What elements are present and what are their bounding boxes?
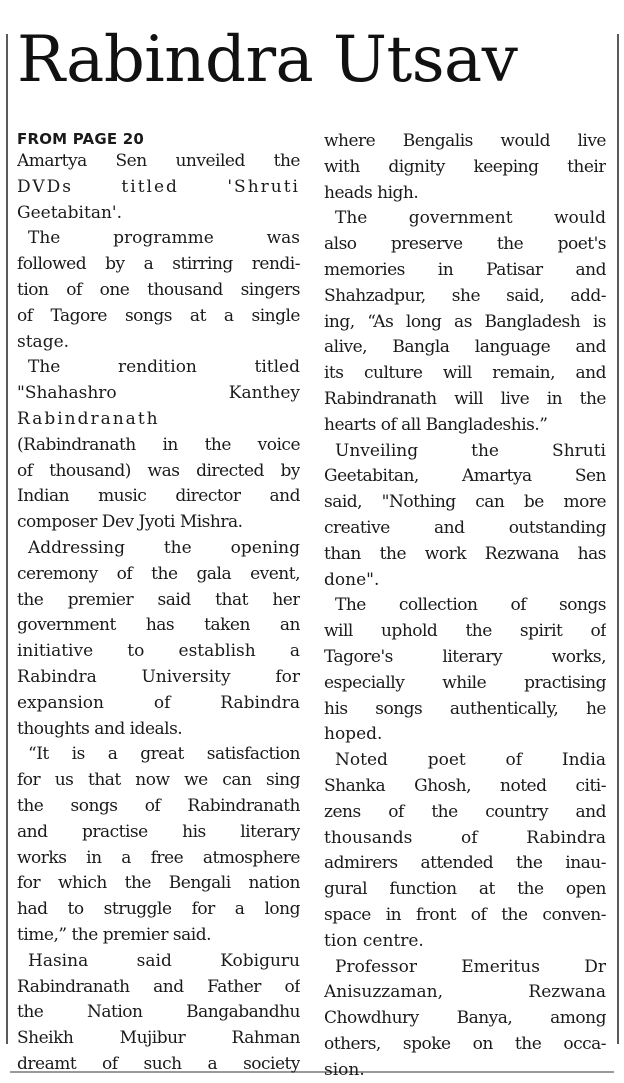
text-line: (Rabindranath in the voice — [17, 434, 300, 455]
text-line: had to struggle for a long — [17, 899, 300, 920]
text-line: of thousand) was directed by — [17, 460, 300, 481]
text-line: the songs of Rabindranath — [17, 795, 300, 816]
text-line: “It is a great satisfaction — [28, 744, 300, 765]
text-line: "Shahashro Kanthey — [17, 383, 300, 404]
text-line: creative and outstanding — [324, 517, 606, 538]
text-line: ceremony of the gala event, — [17, 563, 300, 584]
text-line: admirers attended the inau- — [324, 853, 606, 874]
text-line: composer Dev Jyoti Mishra. — [17, 512, 243, 533]
text-line: hoped. — [324, 724, 383, 745]
text-line: Amartya Sen unveiled the — [17, 151, 300, 171]
text-line: its culture will remain, and — [324, 363, 606, 384]
text-line: also preserve the poet's — [324, 234, 606, 255]
text-line: Addressing the opening — [28, 537, 300, 558]
text-line: Indian music director and — [17, 486, 300, 507]
text-line: heads high. — [324, 182, 419, 203]
text-line: Rabindranath and Father of — [17, 976, 300, 997]
text-line: for us that now we can sing — [17, 770, 300, 791]
text-line: of Tagore songs at a single — [17, 305, 300, 326]
text-line: Rabindranath — [17, 408, 160, 429]
text-line: Chowdhury Banya, among — [324, 1008, 606, 1029]
article-column-left — [17, 129, 300, 1078]
right-column-rule — [617, 34, 619, 1044]
text-line: done". — [324, 569, 380, 590]
left-column-rule — [6, 34, 8, 1044]
text-line: Shahzadpur, she said, add- — [324, 285, 606, 306]
text-line: memories in Patisar and — [324, 259, 606, 280]
text-line: will uphold the spirit of — [324, 621, 606, 642]
text-line: The programme was — [28, 228, 300, 249]
text-line: zens of the country and — [324, 801, 606, 822]
text-line: followed by a stirring rendi- — [17, 254, 300, 275]
text-line: said, "Nothing can be more — [324, 492, 606, 513]
text-line: Sheikh Mujibur Rahman — [17, 1028, 300, 1049]
jump-line: FROM PAGE 20 — [17, 130, 144, 148]
text-line: sion. — [324, 1059, 365, 1080]
text-line: expansion of Rabindra — [17, 692, 300, 713]
text-line: others, spoke on the occa- — [324, 1033, 606, 1054]
text-line: dreamt of such a society — [17, 1053, 300, 1074]
text-line: his songs authentically, he — [324, 698, 606, 719]
text-line: Shanka Ghosh, noted citi- — [324, 775, 606, 796]
text-line: Geetabitan'. — [17, 202, 122, 223]
text-line: DVDs titled 'Shruti — [17, 176, 300, 197]
text-line: The rendition titled — [28, 357, 300, 378]
text-line: especially while practising — [324, 672, 606, 693]
text-line: gural function at the open — [324, 879, 606, 900]
text-line: space in front of the conven- — [324, 904, 606, 925]
text-line: thousands of Rabindra — [324, 827, 606, 848]
text-line: ing, “As long as Bangladesh is — [324, 311, 606, 332]
text-line: The collection of songs — [335, 595, 606, 616]
text-line: Rabindra University for — [17, 666, 300, 687]
text-line: where Bengalis would live — [324, 131, 606, 151]
text-line: and practise his literary — [17, 821, 300, 842]
text-line: tion centre. — [324, 930, 424, 951]
text-line: initiative to establish a — [17, 641, 300, 662]
text-line: Tagore's literary works, — [324, 646, 606, 667]
text-line: Rabindranath will live in the — [324, 388, 606, 409]
headline: Rabindra Utsav — [17, 23, 518, 97]
article-column-right — [324, 129, 606, 1083]
text-line: the premier said that her — [17, 589, 300, 610]
text-line: Noted poet of India — [335, 750, 606, 771]
text-line: Anisuzzaman, Rezwana — [324, 982, 606, 1003]
text-line: government has taken an — [17, 615, 300, 636]
text-line: time,” the premier said. — [17, 924, 211, 945]
text-line: The government would — [335, 208, 606, 229]
text-line: stage. — [17, 331, 70, 352]
text-line: Unveiling the Shruti — [335, 440, 606, 461]
text-line: Geetabitan, Amartya Sen — [324, 466, 606, 487]
text-line: for which the Bengali nation — [17, 873, 300, 894]
text-line: Hasina said Kobiguru — [28, 950, 300, 971]
text-line: than the work Rezwana has — [324, 543, 606, 564]
text-line: works in a free atmosphere — [17, 847, 300, 868]
text-line: Professor Emeritus Dr — [335, 956, 606, 977]
text-line: alive, Bangla language and — [324, 337, 606, 358]
text-line: with dignity keeping their — [324, 156, 606, 177]
text-line: the Nation Bangabandhu — [17, 1002, 300, 1023]
text-line: tion of one thousand singers — [17, 279, 300, 300]
text-line: hearts of all Bangladeshis.” — [324, 414, 548, 435]
text-line: thoughts and ideals. — [17, 718, 183, 739]
